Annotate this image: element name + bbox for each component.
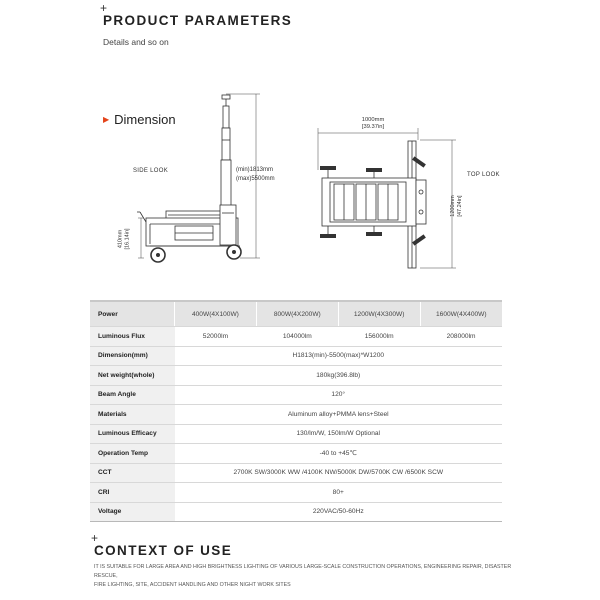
row-value: H1813(min)-5500(max)*W1200 xyxy=(175,346,503,366)
context-description xyxy=(94,563,534,590)
row-label: Operation Temp xyxy=(90,444,175,464)
power-col-2: 800W(4X200W) xyxy=(256,301,338,327)
flux-value-3: 156000lm xyxy=(338,327,420,347)
table-row xyxy=(90,483,502,503)
flux-value-4: 208000lm xyxy=(420,327,502,347)
dimension-heading-text: Dimension xyxy=(114,112,176,127)
row-label: Net weight(whole) xyxy=(90,366,175,386)
row-label: CRI xyxy=(90,483,175,503)
power-col-3: 1200W(4X300W) xyxy=(338,301,420,327)
flux-label: Luminous Flux xyxy=(90,327,175,347)
table-row xyxy=(90,346,502,366)
width-mm: 1000mm xyxy=(361,117,385,123)
plus-icon: + xyxy=(100,1,108,15)
table-row xyxy=(90,502,502,522)
row-value: Aluminum alloy+PMMA lens+Steel xyxy=(175,405,503,425)
row-value: -40 to +45℃ xyxy=(175,444,503,464)
row-value: 2700K SW/3000K WW /4100K NW/5000K DW/5700K CW /6500K SCW xyxy=(175,463,503,483)
table-row xyxy=(90,463,502,483)
row-label: Materials xyxy=(90,405,175,425)
plus-icon: + xyxy=(91,531,99,545)
width-label xyxy=(348,117,398,131)
table-row xyxy=(90,366,502,386)
row-value: 220VAC/50-60Hz xyxy=(175,502,503,522)
context-line-2: FIRE LIGHTING, SITE, ACCIDENT HANDLING AND OTHER NIGHT WORK SITES xyxy=(94,582,291,588)
row-label: Voltage xyxy=(90,502,175,522)
power-col-1: 400W(4X100W) xyxy=(175,301,257,327)
table-row xyxy=(90,385,502,405)
height-min-text: (min)1813mm xyxy=(236,167,274,173)
side-height-label xyxy=(118,222,158,252)
mast-height-label xyxy=(236,166,275,184)
top-look-label: TOP LOOK xyxy=(467,172,500,178)
table-row xyxy=(90,405,502,425)
top-view-drawing xyxy=(300,110,470,275)
flux-value-1: 52000lm xyxy=(175,327,257,347)
power-col-4: 1600W(4X400W) xyxy=(420,301,502,327)
context-title: CONTEXT OF USE xyxy=(94,543,233,558)
triangle-bullet-icon: ▶ xyxy=(103,115,110,124)
row-label: Luminous Efficacy xyxy=(90,424,175,444)
row-label: CCT xyxy=(90,463,175,483)
side-height-mm: 410mm xyxy=(117,229,124,249)
flux-value-2: 104000lm xyxy=(256,327,338,347)
row-value: 120° xyxy=(175,385,503,405)
row-value: 130/lm/W, 150lm/W Optional xyxy=(175,424,503,444)
row-value: 80+ xyxy=(175,483,503,503)
length-label xyxy=(437,195,477,215)
table-row xyxy=(90,444,502,464)
row-label: Beam Angle xyxy=(90,385,175,405)
page-subtitle: Details and so on xyxy=(103,37,169,47)
context-line-1: IT IS SUITABLE FOR LARGE AREA AND HIGH BRIGHTNESS LIGHTING OF VARIOUS LARGE-SCALE CONSTRUCTION OPERATIONS, ENGINEERING REPAIR, DISASTER RESCUE, xyxy=(94,564,512,579)
side-look-label: SIDE LOOK xyxy=(133,168,169,174)
length-in: [47.24in] xyxy=(457,195,463,217)
length-mm: 1200mm xyxy=(450,195,456,217)
parameters-table xyxy=(90,300,502,522)
table-row xyxy=(90,424,502,444)
power-label: Power xyxy=(90,301,175,327)
row-value: 180kg(396.8lb) xyxy=(175,366,503,386)
table-row xyxy=(90,327,502,347)
table-header-row xyxy=(90,301,502,327)
row-label: Dimension(mm) xyxy=(90,346,175,366)
side-height-in: [16.14in] xyxy=(124,228,131,250)
page-title: PRODUCT PARAMETERS xyxy=(103,13,293,28)
width-in: [39.37in] xyxy=(361,124,385,130)
height-max-text: (max)5500mm xyxy=(236,176,275,182)
